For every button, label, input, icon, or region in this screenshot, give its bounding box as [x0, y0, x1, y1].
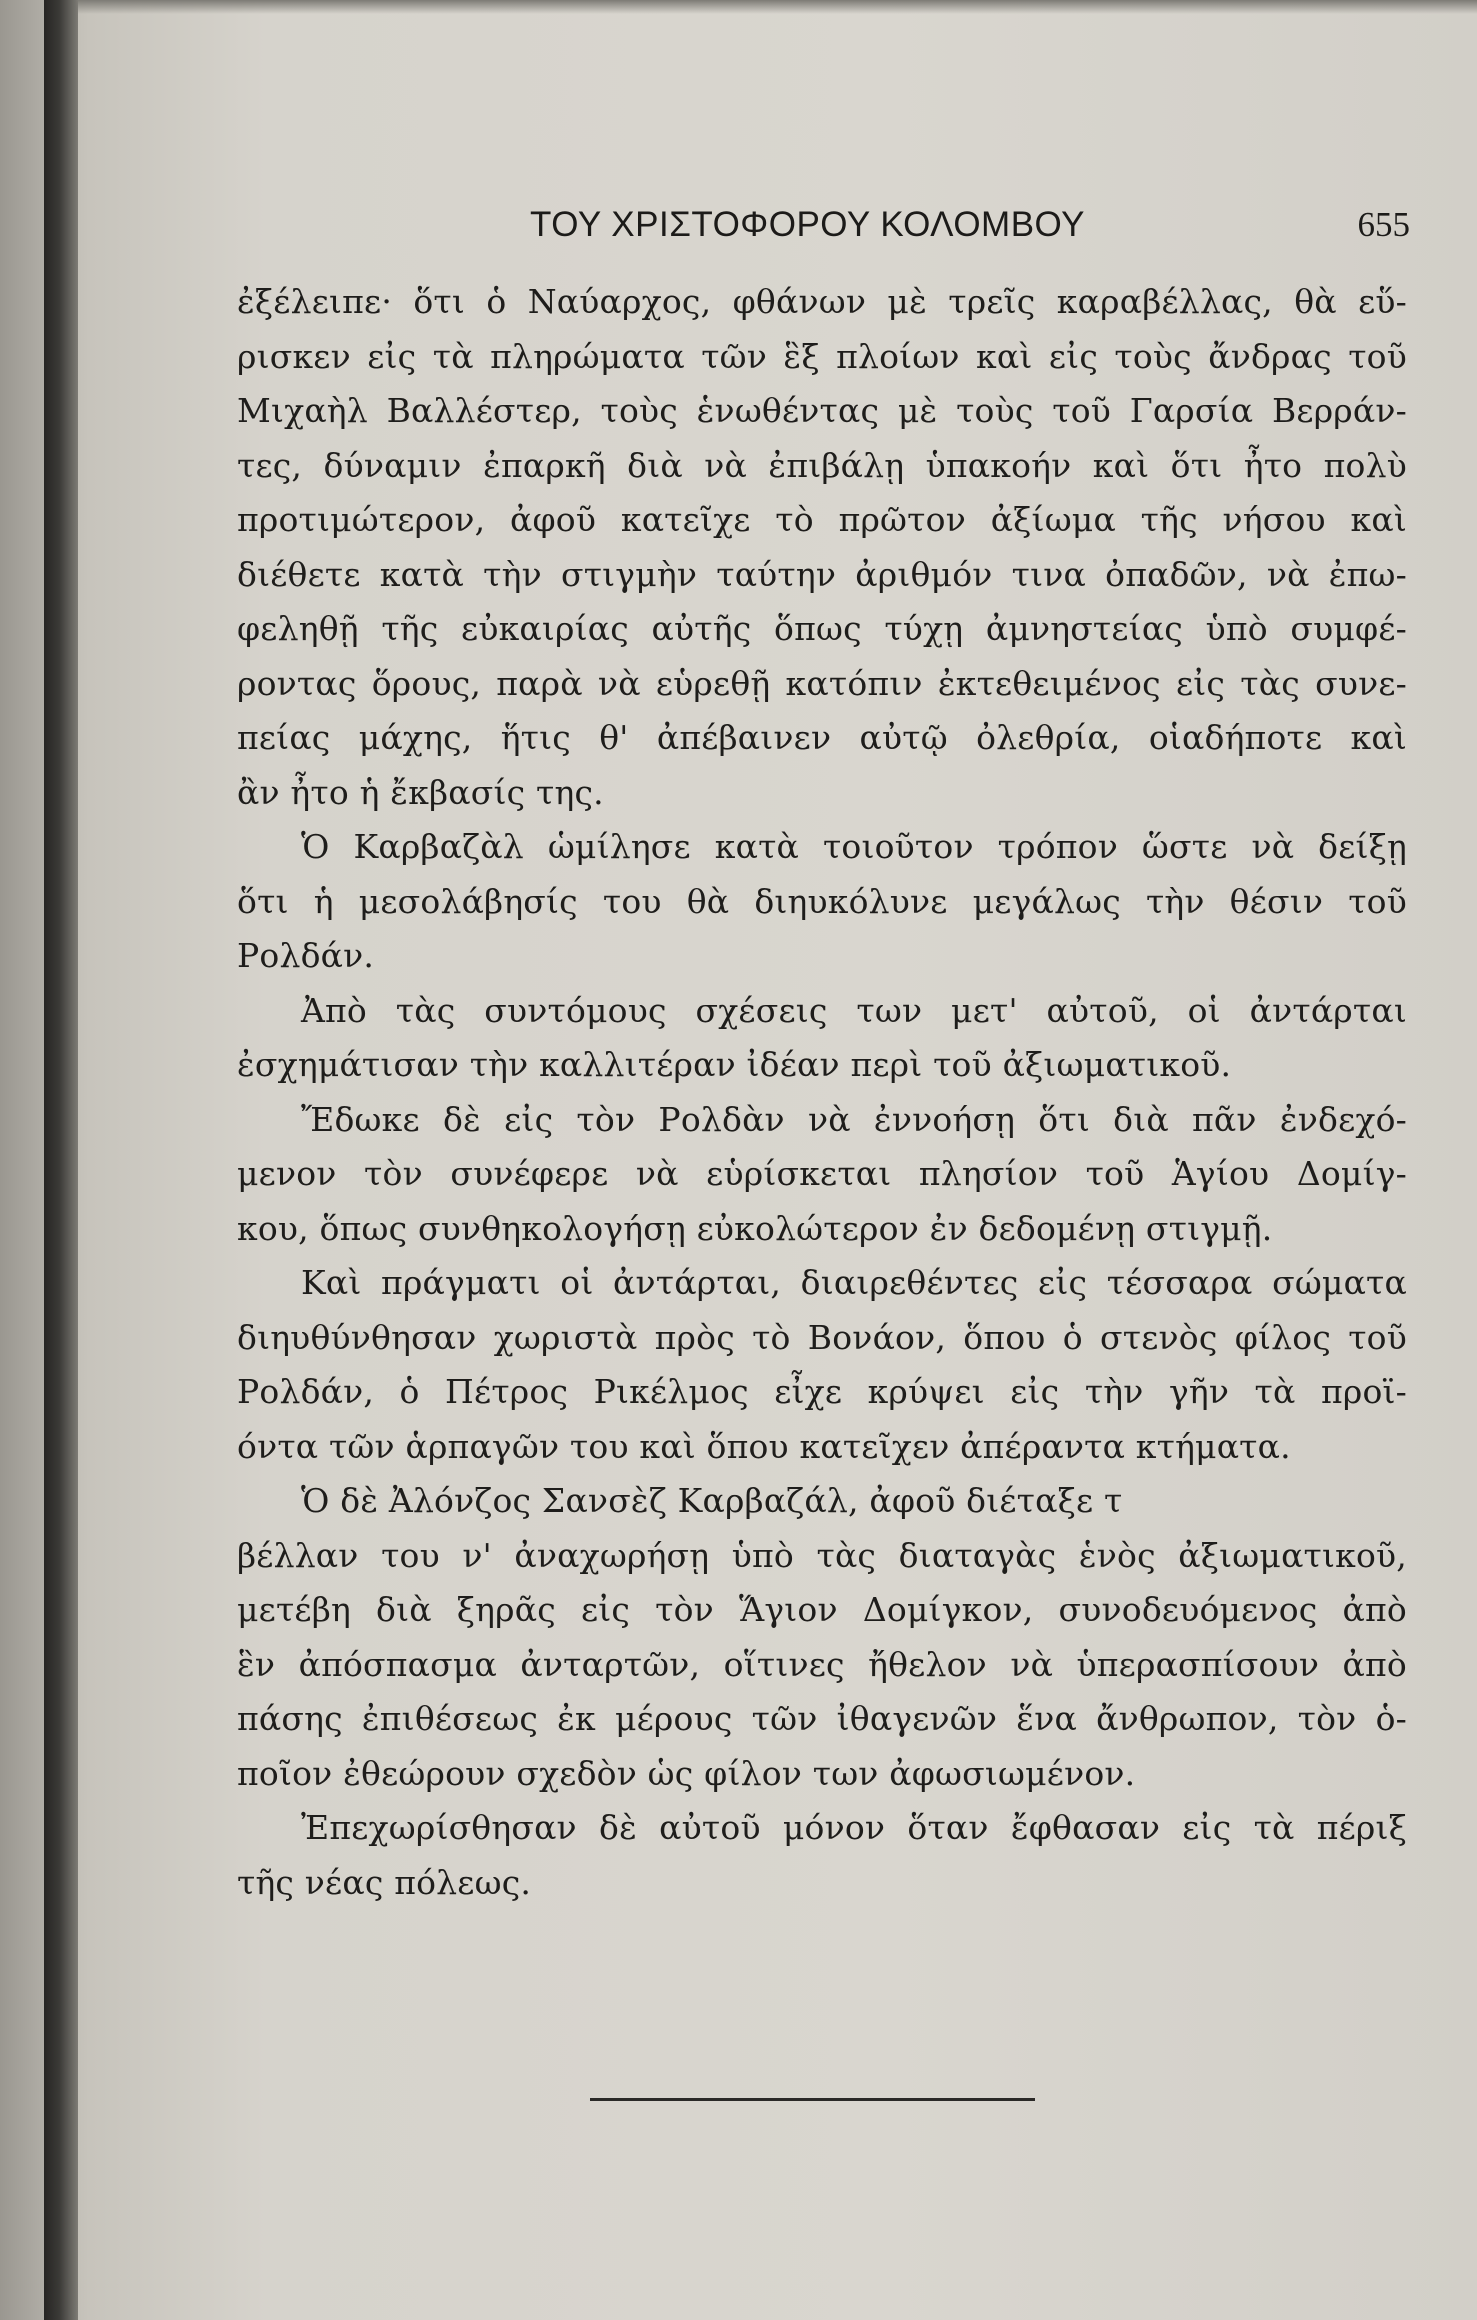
text-line: ρισκεν εἰς τὰ πληρώματα τῶν ἓξ πλοίων καὶ εἰς τοὺς ἄνδρας τοῦ — [237, 336, 1407, 376]
text-line: μενον τὸν συνέφερε νὰ εὑρίσκεται πλησίον τοῦ Ἁγίου Δομίγ- — [237, 1154, 1407, 1193]
text-line: ἂν ἦτο ἡ ἔκβασίς της. — [237, 772, 604, 812]
text-line: Ρολδάν. — [237, 936, 375, 975]
text-line: πάσης ἐπιθέσεως ἐκ μέρους τῶν ἰθαγενῶν ἕνα ἄνθρωπον, τὸν ὁ- — [237, 1699, 1407, 1738]
text-line: φεληθῇ τῆς εὐκαιρίας αὐτῆς ὅπως τύχῃ ἀμνηστείας ὑπὸ συμφέ- — [237, 609, 1407, 648]
text-line: ἓν ἀπόσπασμα ἀνταρτῶν, οἵτινες ἤθελον νὰ ὑπερασπίσουν ἀπὸ — [237, 1644, 1407, 1684]
text-line: κου, ὅπως συνθηκολογήσῃ εὐκολώτερον ἐν δεδομένῃ στιγμῇ. — [237, 1208, 1273, 1248]
text-line: όντα τῶν ἁρπαγῶν του καὶ ὅπου κατεῖχεν ἀπέραντα κτήματα. — [237, 1426, 1291, 1466]
text-line: Ρολδάν, ὁ Πέτρος Ρικέλμος εἶχε κρύψει εἰς τὴν γῆν τὰ προϊ- — [237, 1372, 1407, 1411]
text-line: Ἀπὸ τὰς συντόμους σχέσεις των μετ' αὐτοῦ, οἱ ἀντάρται — [301, 990, 1407, 1030]
text-line: ἐξέλειπε· ὅτι ὁ Ναύαρχος, φθάνων μὲ τρεῖς καραβέλλας, θὰ εὕ- — [237, 282, 1407, 321]
running-title: ΤΟΥ ΧΡΙΣΤΟΦΟΡΟΥ ΚΟΛΟΜΒΟΥ — [530, 205, 1085, 244]
text-line: τῆς νέας πόλεως. — [237, 1862, 532, 1902]
body-text — [237, 275, 1407, 1910]
text-line: Μιχαὴλ Βαλλέστερ, τοὺς ἑνωθέντας μὲ τοὺς τοῦ Γαρσία Βερράν- — [237, 391, 1407, 430]
running-head — [230, 205, 1410, 255]
text-line: πείας μάχης, ἥτις θ' ἀπέβαινεν αὐτῷ ὀλεθρία, οἱαδήποτε καὶ — [237, 718, 1407, 757]
text-line: διέθετε κατὰ τὴν στιγμὴν ταύτην ἀριθμόν τινα ὀπαδῶν, νὰ ἐπω- — [237, 554, 1407, 594]
text-line: Ὁ δὲ Ἀλόνζος Σανσὲζ Καρβαζάλ, ἀφοῦ διέταξε τ — [301, 1481, 1123, 1520]
text-line: ὅτι ἡ μεσολάβησίς του θὰ διηυκόλυνε μεγάλως τὴν θέσιν τοῦ — [237, 881, 1407, 921]
text-line: Καὶ πράγματι οἱ ἀντάρται, διαιρεθέντες εἰς τέσσαρα σώματα — [301, 1263, 1407, 1302]
page-number: 655 — [1357, 205, 1410, 244]
text-line: μετέβη διὰ ξηρᾶς εἰς τὸν Ἅγιον Δομίγκον, συνοδευόμενος ἀπὸ — [237, 1590, 1407, 1629]
text-line: Ἔδωκε δὲ εἰς τὸν Ρολδὰν νὰ ἐννοήσῃ ὅτι διὰ πᾶν ἐνδεχό- — [301, 1099, 1407, 1139]
binding-shadow — [44, 0, 78, 2320]
text-line: Ἐπεχωρίσθησαν δὲ αὐτοῦ μόνον ὅταν ἔφθασαν εἰς τὰ πέριξ — [301, 1808, 1407, 1847]
text-line: Ὁ Καρβαζὰλ ὡμίλησε κατὰ τοιοῦτον τρόπον ὥστε νὰ δείξῃ — [301, 827, 1407, 866]
text-line: βέλλαν του ν' ἀναχωρήσῃ ὑπὸ τὰς διαταγὰς ἑνὸς ἀξιωματικοῦ, — [237, 1535, 1407, 1575]
text-line: ποῖον ἐθεώρουν σχεδὸν ὡς φίλον των ἀφωσιωμένον. — [237, 1753, 1136, 1793]
text-line: διηυθύνθησαν χωριστὰ πρὸς τὸ Βονάον, ὅπου ὁ στενὸς φίλος τοῦ — [237, 1317, 1407, 1357]
page-top-edge — [78, 0, 1477, 14]
text-line: τες, δύναμιν ἐπαρκῆ διὰ νὰ ἐπιβάλῃ ὑπακοήν καὶ ὅτι ἦτο πολὺ — [237, 445, 1407, 485]
text-line: ροντας ὅρους, παρὰ νὰ εὑρεθῇ κατόπιν ἐκτεθειμένος εἰς τὰς συνε- — [237, 663, 1407, 703]
text-line: προτιμώτερον, ἀφοῦ κατεῖχε τὸ πρῶτον ἀξίωμα τῆς νήσου καὶ — [237, 500, 1407, 539]
end-of-chapter-rule — [590, 2098, 1035, 2101]
text-line: ἐσχημάτισαν τὴν καλλιτέραν ἰδέαν περὶ τοῦ ἀξιωματικοῦ. — [237, 1045, 1232, 1084]
page-binding-edge — [0, 0, 44, 2320]
